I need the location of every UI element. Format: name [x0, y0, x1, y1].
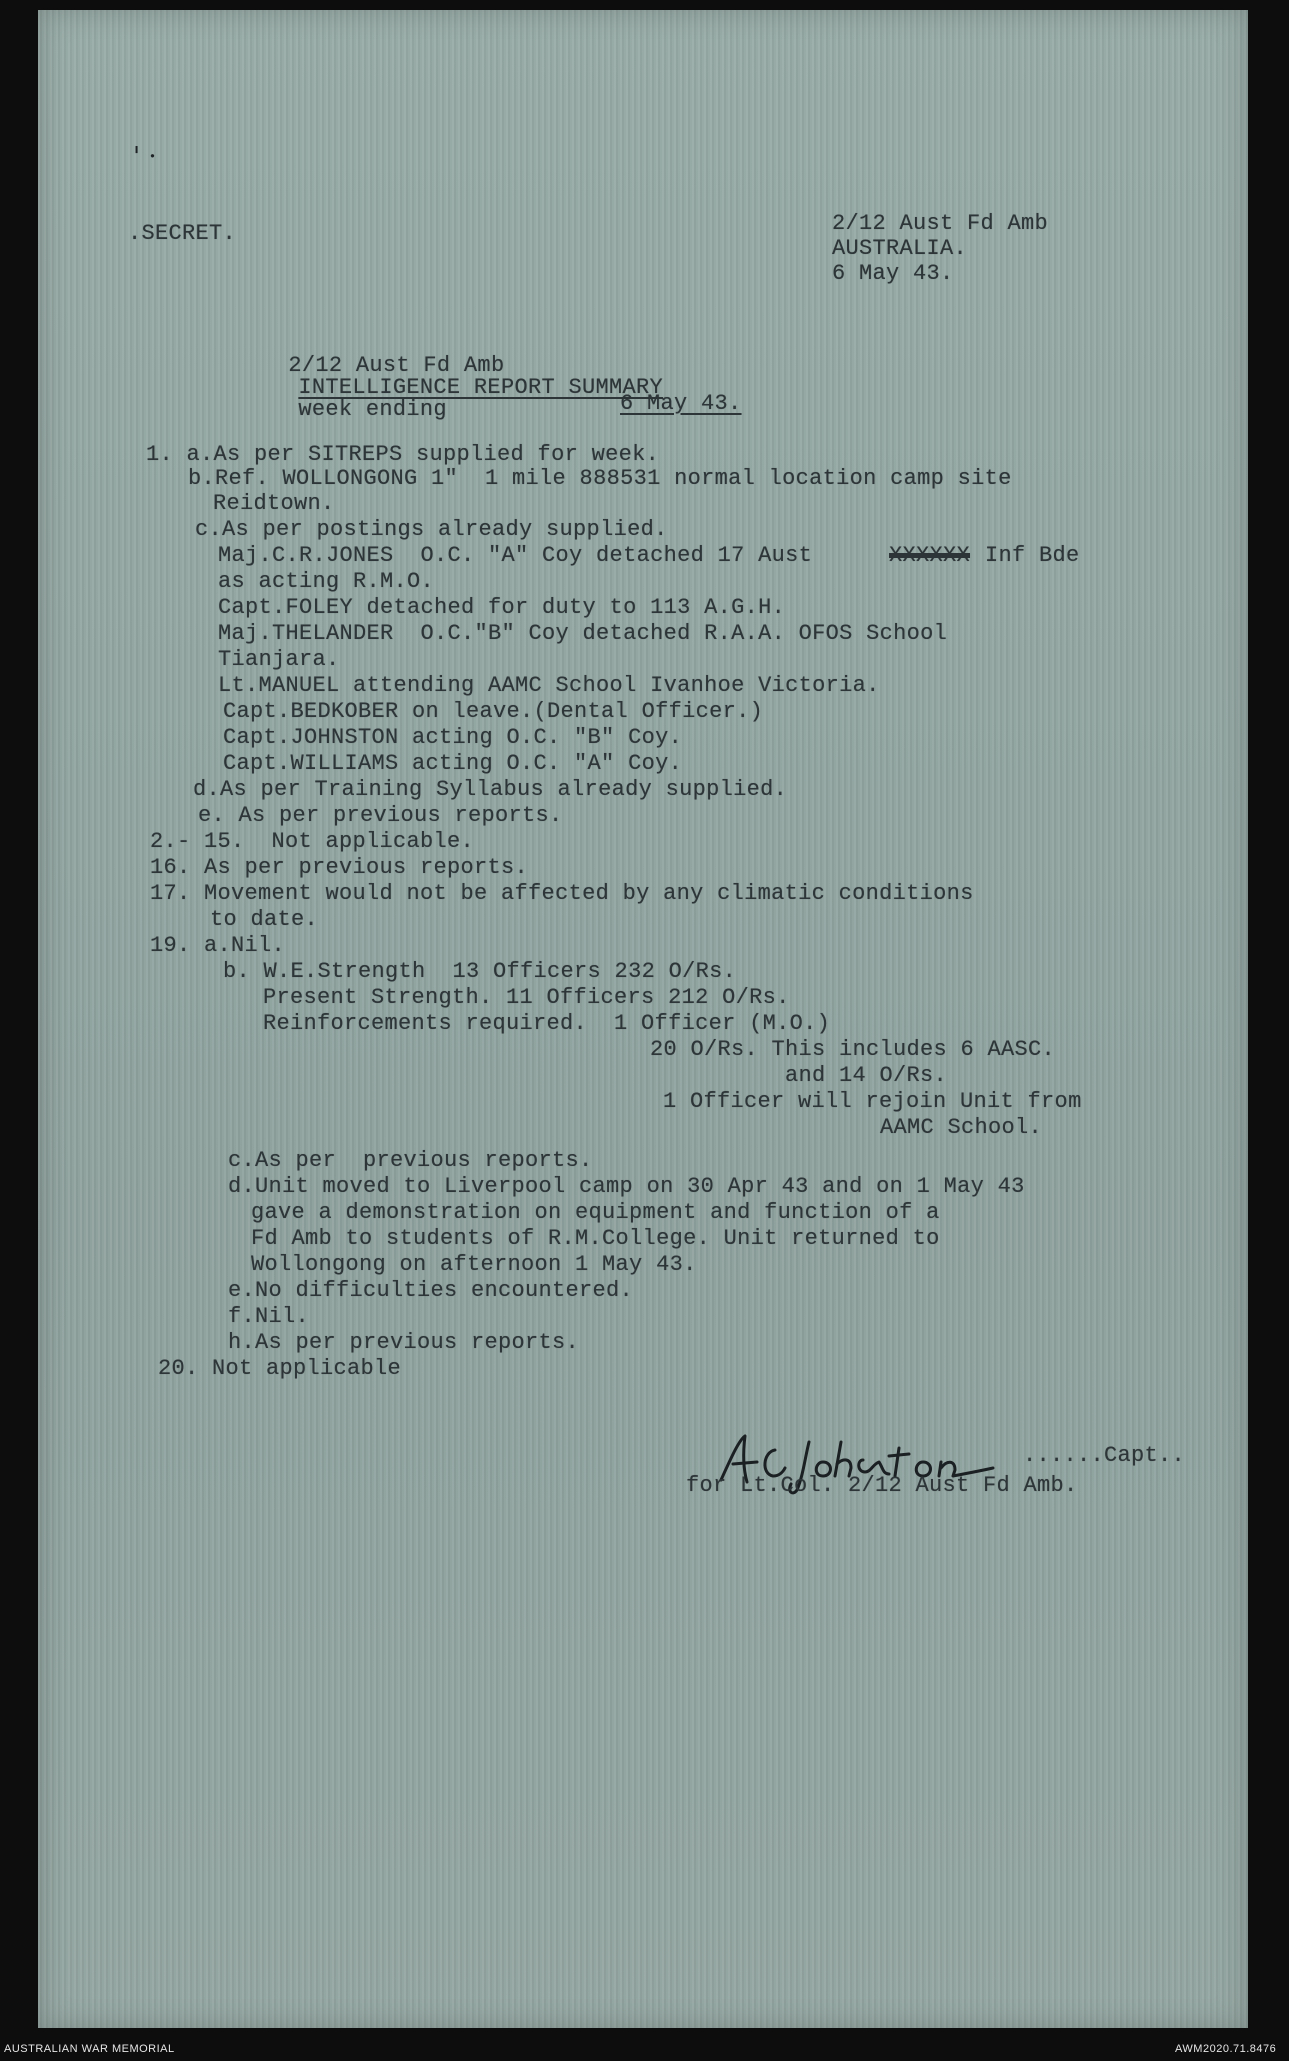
pencil-marks: ' ·: [133, 142, 157, 172]
line-jones-bde: Inf Bde: [985, 543, 1080, 568]
line-17-cont: to date.: [210, 907, 319, 932]
document-page: [38, 10, 1248, 2028]
line-19a: 19. a.Nil.: [150, 933, 286, 958]
line-19b: b. W.E.Strength 13 Officers 232 O/Rs.: [223, 959, 737, 984]
line-20: 20. Not applicable: [158, 1356, 402, 1381]
line-1e: e. As per previous reports.: [198, 803, 563, 828]
footer-right: AWM2020.71.8476: [1175, 2043, 1277, 2055]
line-19d-cont1: gave a demonstration on equipment and function of a: [251, 1200, 940, 1225]
line-2-15: 2.- 15. Not applicable.: [150, 829, 475, 854]
line-foley: Capt.FOLEY detached for duty to 113 A.G.H.: [218, 595, 786, 620]
line-1b-cont: Reidtown.: [213, 491, 335, 516]
line-jones: Maj.C.R.JONES O.C. "A" Coy detached 17 Aust: [218, 543, 813, 568]
footer-left: AUSTRALIAN WAR MEMORIAL: [4, 2043, 175, 2055]
title-prefix: 2/12 Aust Fd Amb: [288, 353, 505, 378]
line-19d: d.Unit moved to Liverpool camp on 30 Apr 43 and on 1 May 43: [228, 1174, 1025, 1199]
line-rejoin: 1 Officer will rejoin Unit from: [663, 1089, 1082, 1114]
line-jones-cont: as acting R.M.O.: [218, 569, 435, 594]
report-title: [250, 337, 663, 439]
line-bedkober: Capt.BEDKOBER on leave.(Dental Officer.): [223, 699, 764, 724]
header-location: AUSTRALIA.: [832, 236, 968, 261]
line-present-strength: Present Strength. 11 Officers 212 O/Rs.: [263, 985, 790, 1010]
title-underlined: INTELLIGENCE REPORT SUMMARY: [298, 375, 663, 400]
line-manuel: Lt.MANUEL attending AAMC School Ivanhoe Victoria.: [218, 673, 880, 698]
line-rejoin-cont: AAMC School.: [880, 1115, 1043, 1140]
title-suffix: week ending: [298, 397, 447, 422]
line-19c: c.As per previous reports.: [228, 1148, 593, 1173]
title-date: 6 May 43.: [620, 391, 742, 416]
line-19d-cont3: Wollongong on afternoon 1 May 43.: [251, 1252, 697, 1277]
line-reinf-ors: 20 O/Rs. This includes 6 AASC.: [650, 1037, 1056, 1062]
line-reinforcements: Reinforcements required. 1 Officer (M.O.): [263, 1011, 831, 1036]
signature-rank: ......Capt..: [1023, 1443, 1186, 1468]
line-19h: h.As per previous reports.: [228, 1330, 580, 1355]
line-19d-cont2: Fd Amb to students of R.M.College. Unit returned to: [251, 1226, 940, 1251]
line-1c: c.As per postings already supplied.: [195, 517, 668, 542]
line-johnston: Capt.JOHNSTON acting O.C. "B" Coy.: [223, 725, 683, 750]
signature-for-line: for Lt.Col. 2/12 Aust Fd Amb.: [686, 1473, 1078, 1498]
line-thelander-cont: Tianjara.: [218, 647, 340, 672]
line-1d: d.As per Training Syllabus already supplied.: [193, 777, 788, 802]
classification-label: .SECRET.: [128, 221, 237, 246]
line-thelander: Maj.THELANDER O.C."B" Coy detached R.A.A. OFOS School: [218, 621, 948, 646]
header-date: 6 May 43.: [832, 261, 954, 286]
strikeout-text: XXXXXX: [889, 543, 971, 568]
line-16: 16. As per previous reports.: [150, 855, 529, 880]
line-17: 17. Movement would not be affected by any climatic conditions: [150, 881, 974, 906]
header-unit: 2/12 Aust Fd Amb: [832, 211, 1049, 236]
line-19f: f.Nil.: [228, 1304, 310, 1329]
line-19e: e.No difficulties encountered.: [228, 1278, 634, 1303]
line-1b: b.Ref. WOLLONGONG 1" 1 mile 888531 normal location camp site: [188, 466, 1012, 491]
line-1a: 1. a.As per SITREPS supplied for week.: [146, 442, 660, 467]
line-reinf-14: and 14 O/Rs.: [785, 1063, 948, 1088]
line-williams: Capt.WILLIAMS acting O.C. "A" Coy.: [223, 751, 683, 776]
